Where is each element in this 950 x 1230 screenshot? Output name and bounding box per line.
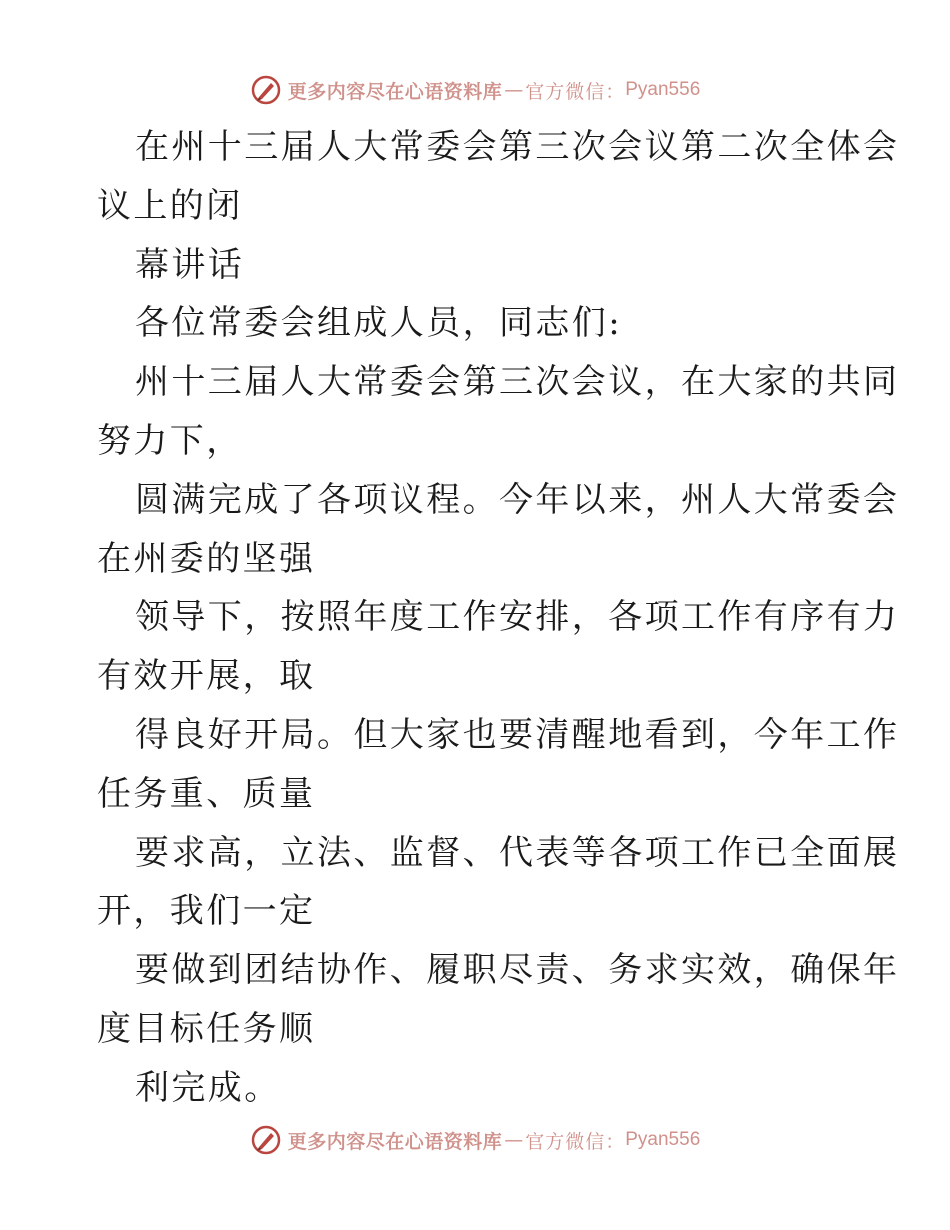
text-line: 在州委的坚强 [97,538,316,579]
watermark-handle: Pyan556 [625,79,701,100]
text-line: 各位常委会组成人员，同志们: [135,303,623,344]
text-line: 任务重、质量 [97,773,316,814]
footer-watermark [0,1120,950,1160]
text-line: 圆满完成了各项议程。今年以来，州人大常委会 [135,479,900,520]
text-line: 要求高，立法、监督、代表等各项工作已全面展 [135,832,900,873]
watermark-dash: — [504,79,524,101]
text-line: 幕讲话 [135,244,245,285]
watermark-handle: Pyan556 [625,1129,701,1150]
document-body [97,118,900,1118]
watermark-brand: 更多内容尽在心语资料库 [287,80,503,103]
text-line: 在州十三届人大常委会第三次会议第二次全体会 [135,127,900,167]
pen-logo-icon [250,74,282,106]
header-watermark [0,70,950,110]
text-line: 有效开展，取 [97,656,316,697]
text-line: 得良好开局。但大家也要清醒地看到，今年工作 [135,714,900,755]
text-line: 议上的闭 [97,185,243,226]
text-line: 要做到团结协作、履职尽责、务求实效，确保年 [135,950,900,991]
pen-logo-icon [250,1124,282,1156]
text-line: 度目标任务顺 [97,1008,316,1049]
text-line: 努力下， [97,420,243,461]
watermark-dash: — [504,1129,524,1151]
text-line: 开，我们一定 [97,891,316,932]
text-line: 领导下，按照年度工作安排，各项工作有序有力 [135,597,900,638]
watermark-brand: 更多内容尽在心语资料库 [287,1130,503,1153]
text-line: 州十三届人大常委会第三次会议，在大家的共同 [135,362,900,403]
watermark-contact-label: 官方微信： [525,80,626,103]
text-line: 利完成。 [135,1067,281,1108]
watermark-contact-label: 官方微信： [525,1130,626,1153]
